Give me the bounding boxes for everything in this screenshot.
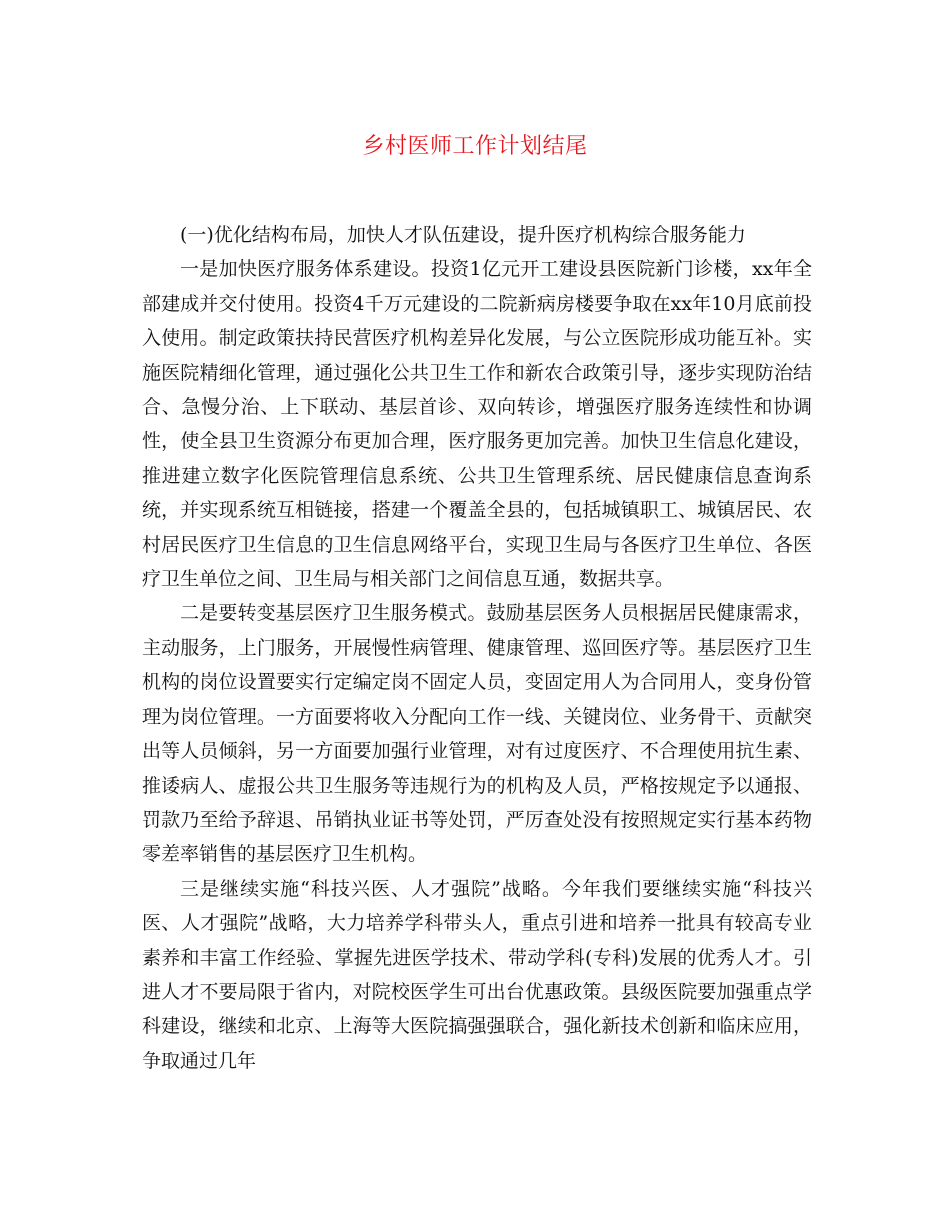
document-title: 乡村医师工作计划结尾 (362, 134, 588, 159)
section-heading: (一)优化结构布局，加快人才队伍建设，提升医疗机构综合服务能力 (180, 224, 746, 246)
paragraph-1: 一是加快医疗服务体系建设。投资1亿元开工建设县医院新门诊楼，xx年全部建成并交付使用。投资4千万元建设的二院新病房楼要争取在xx年10月底前投入使用。制定政策扶持民营医疗机构差异化发展，与公立医院形成功能互补。实施医院精细化管理，通过强化公共卫生工作和新农合政策引导，逐步实现防治结合、急慢分治、上下联动、基层首诊、双向转诊，增强医疗服务连续性和协调性，使全县卫生资源分布更加合理，医疗服务更加完善。加快卫生信息化建设，推进建立数字化医院管理信息系统、公共卫生管理系统、居民健康信息查询系统，并实现系统互相链接，搭建一个覆盖全县的，包括城镇职工、城镇居民、农村居民医疗卫生信息的卫生信息网络平台，实现卫生局与各医疗卫生单位、各医疗卫生单位之间、卫生局与相关部门之间信息互通，数据共享。 (142, 258, 812, 591)
paragraph-2: 二是要转变基层医疗卫生服务模式。鼓励基层医务人员根据居民健康需求，主动服务，上门服务，开展慢性病管理、健康管理、巡回医疗等。基层医疗卫生机构的岗位设置要实行定编定岗不固定人员，变固定用人为合同用人，变身份管理为岗位管理。一方面要将收入分配向工作一线、关键岗位、业务骨干、贡献突出等人员倾斜，另一方面要加强行业管理，对有过度医疗、不合理使用抗生素、推诿病人、虚报公共卫生服务等违规行为的机构及人员，严格按规定予以通报、罚款乃至给予辞退、吊销执业证书等处罚，严厉查处没有按照规定实行基本药物零差率销售的基层医疗卫生机构。 (142, 602, 812, 866)
paragraph-3: 三是继续实施“科技兴医、人才强院”战略。今年我们要继续实施“科技兴医、人才强院”战略，大力培养学科带头人，重点引进和培养一批具有较高专业素养和丰富工作经验、掌握先进医学技术、带动学科(专科)发展的优秀人才。引进人才不要局限于省内，对院校医学生可出台优惠政策。县级医院要加强重点学科建设，继续和北京、上海等大医院搞强强联合，强化新技术创新和临床应用，争取通过几年 (142, 877, 812, 1072)
document-body (142, 218, 812, 1078)
